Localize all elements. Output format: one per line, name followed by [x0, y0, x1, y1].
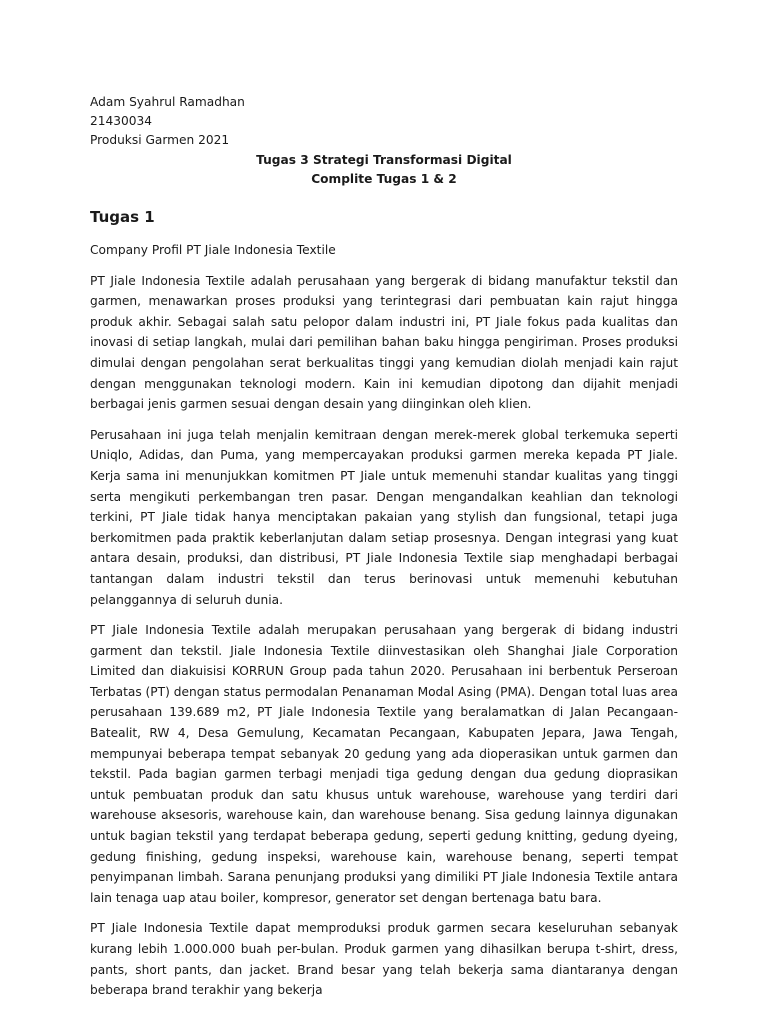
student-id: 21430034 — [90, 114, 153, 128]
paragraph-3: PT Jiale Indonesia Textile adalah merupakan perusahaan yang bergerak di bidang industri garment dan tekstil. Jiale Indonesia Textile diinvestasikan oleh Shanghai Jiale Corporation Limited dan diakuisisi KORRUN Group pada tahun 2020. Perusahaan ini berbentuk Perseroan Terbatas (PT) dengan status permodalan Penanaman Modal Asing (PMA). Dengan total luas area perusahaan 139.689 m2, PT Jiale Indonesia Textile yang beralamatkan di Jalan Pecangaan-Batealit, RW 4, Desa Gemulung, Kecamatan Pecangaan, Kabupaten Jepara, Jawa Tengah, mempunyai beberapa tempat sebanyak 20 gedung yang ada dioperasikan untuk garmen dan tekstil. Pada bagian garmen terbagi menjadi tiga gedung dengan dua gedung dioprasikan untuk pembuatan produk dan satu khusus untuk warehouse, warehouse yang terdiri dari warehouse aksesoris, warehouse kain, dan warehouse benang. Sisa gedung lainnya digunakan untuk bagian tekstil yang terdapat beberapa gedung, seperti gedung knitting, gedung dyeing, gedung finishing, gedung inspeksi, warehouse kain, warehouse benang, seperti tempat penyimpanan limbah. Sarana penunjang produksi yang dimiliki PT Jiale Indonesia Textile antara lain tenaga uap atau boiler, kompresor, generator set dengan bertenaga batu bara. — [90, 623, 679, 905]
section-subheading: Company Profil PT Jiale Indonesia Textile — [90, 243, 336, 257]
paragraph-1: PT Jiale Indonesia Textile adalah perusahaan yang bergerak di bidang manufaktur tekstil dan garmen, menawarkan proses produksi yang terintegrasi dari pembuatan kain rajut hingga produk akhir. Sebagai salah satu pelopor dalam industri ini, PT Jiale fokus pada kualitas dan inovasi di setiap langkah, mulai dari pemilihan bahan baku hingga pengiriman. Proses produksi dimulai dengan pengolahan serat berkualitas tinggi yang kemudian diolah menjadi kain rajut dengan menggunakan teknologi modern. Kain ini kemudian dipotong dan dijahit menjadi berbagai jenis garmen sesuai dengan desain yang diinginkan oleh klien. — [90, 273, 678, 412]
document-page — [90, 93, 678, 1001]
document-subtitle: Complite Tugas 1 & 2 — [311, 172, 457, 186]
document-title-block — [90, 151, 678, 189]
study-program: Produksi Garmen 2021 — [90, 133, 230, 147]
document-title: Tugas 3 Strategi Transformasi Digital — [256, 153, 512, 167]
paragraph-2: Perusahaan ini juga telah menjalin kemitraan dengan merek-merek global terkemuka seperti Uniqlo, Adidas, dan Puma, yang mempercayakan produksi garmen mereka kepada PT Jiale. Kerja sama ini menunjukkan komitmen PT Jiale untuk memenuhi standar kualitas yang tinggi serta mengikuti perkembangan tren pasar. Dengan mengandalkan keahlian dan teknologi terkini, PT Jiale tidak hanya menciptakan pakaian yang stylish dan fungsional, tetapi juga berkomitmen pada praktik keberlanjutan dalam setiap prosesnya. Dengan integrasi yang kuat antara desain, produksi, dan distribusi, PT Jiale Indonesia Textile siap menghadapi berbagai tantangan dalam industri tekstil dan terus berinovasi untuk memenuhi kebutuhan pelanggannya di seluruh dunia. — [90, 427, 678, 607]
section-heading: Tugas 1 — [90, 208, 155, 226]
paragraph-4: PT Jiale Indonesia Textile dapat memproduksi produk garmen secara keseluruhan sebanyak kurang lebih 1.000.000 buah per-bulan. Produk garmen yang dihasilkan berupa t-shirt, dress, pants, short pants, dan jacket. Brand besar yang telah bekerja sama diantaranya dengan beberapa brand terakhir yang bekerja — [90, 921, 678, 998]
author-block — [90, 93, 678, 150]
author-name: Adam Syahrul Ramadhan — [90, 95, 245, 109]
